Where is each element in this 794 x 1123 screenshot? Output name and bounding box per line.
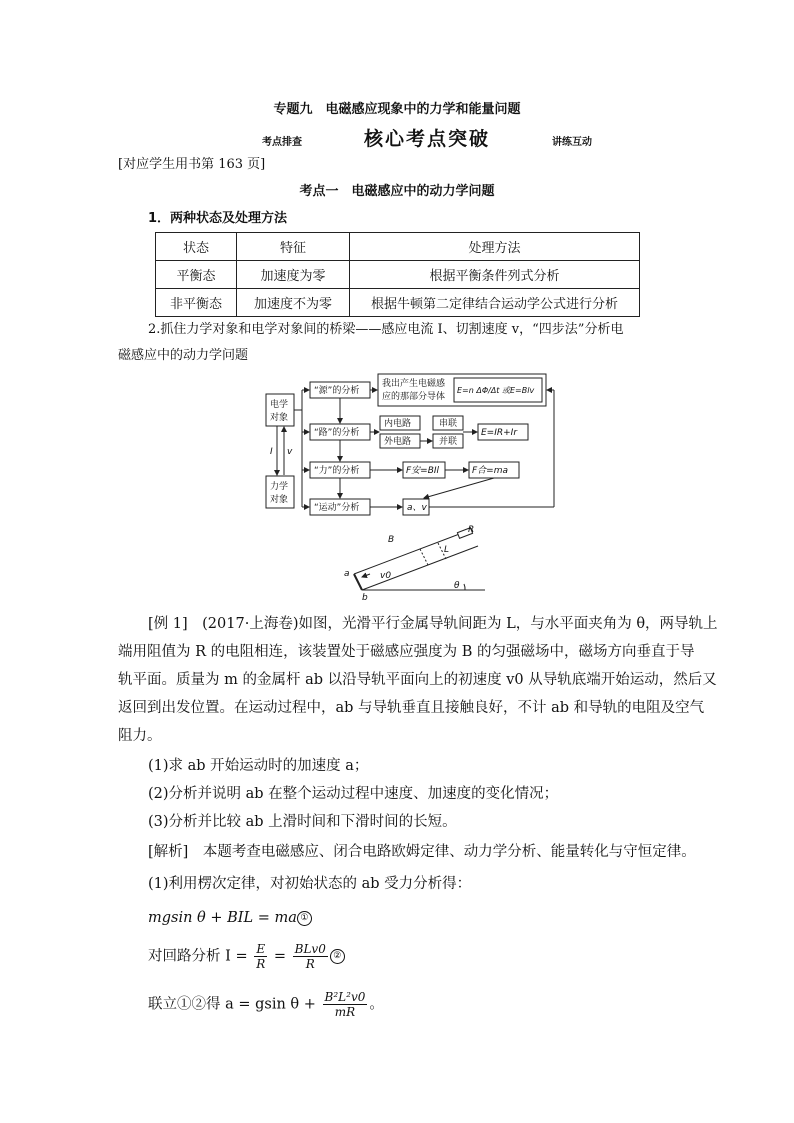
- banner-right-label: 讲练互动: [552, 137, 592, 148]
- fraction-b2l2v0-over-mr: [323, 990, 368, 1019]
- velocity-v0-label: v0: [380, 571, 392, 581]
- question-item: (1)求 ab 开始运动时的加速度 a；: [148, 758, 369, 774]
- table-cell: 加速度不为零: [237, 289, 350, 317]
- field-b-label: B: [388, 535, 395, 545]
- mechanic-object-label: 对象: [270, 495, 289, 505]
- rod-end-a-label: a: [344, 569, 350, 579]
- ohm-law-formula: E=IR+Ir: [481, 428, 518, 438]
- banner-heading: 核心考点突破: [364, 128, 491, 150]
- example-line: 轨平面。质量为 m 的金属杆 ab 以沿导轨平面向上的初速度 v0 从导轨底端开始运动，然后又: [118, 672, 717, 688]
- fraction-numerator: E: [254, 942, 267, 957]
- equation-1: [148, 910, 312, 926]
- spacing-l-label: L: [444, 545, 450, 555]
- table-header-cell: 处理方法: [350, 233, 640, 261]
- example-line: 阻力。: [118, 728, 162, 744]
- link-velocity-label: v: [287, 447, 293, 457]
- equation-1-text: mgsin θ + BIL = ma: [148, 910, 297, 926]
- equation-2: 对回路分析 I = $\frac{E}{R}$ = $\frac{\text{BLv0}}{R}$ ②: [148, 942, 345, 971]
- table-header-row: [156, 233, 640, 261]
- rod-end-b-label: b: [362, 593, 368, 603]
- newton-law-formula: F合=ma: [472, 466, 509, 476]
- emf-formula: E=n ΔΦ/Δt 或E=Blv: [457, 386, 535, 395]
- equation-3-prefix: 联立①②得 a = gsin θ +: [148, 996, 316, 1013]
- source-analysis-label: “源”的分析: [314, 386, 360, 396]
- ampere-force-formula: F安=BIl: [406, 466, 440, 476]
- banner-left-label: 考点排查: [262, 137, 302, 148]
- book-reference: [对应学生用书第 163 页]: [118, 157, 266, 172]
- states-table: [155, 232, 640, 317]
- fraction-e-over-r: [254, 942, 267, 971]
- equation-2-marker: ②: [330, 949, 345, 964]
- section-heading: 考点一 电磁感应中的动力学问题: [299, 184, 495, 199]
- question-item: (2)分析并说明 ab 在整个运动过程中速度、加速度的变化情况；: [148, 786, 559, 802]
- table-header-cell: 特征: [237, 233, 350, 261]
- outer-circuit-label: 外电路: [384, 437, 412, 447]
- resistor-r-label: R: [468, 525, 475, 535]
- fraction-numerator: BLv0: [294, 942, 326, 956]
- question-item: (3)分析并比较 ab 上滑时间和下滑时间的长短。: [148, 814, 457, 830]
- solution-step: (1)利用楞次定律，对初始状态的 ab 受力分析得：: [148, 876, 472, 892]
- inner-circuit-label: 内电路: [384, 419, 412, 429]
- circuit-analysis-label: “路”的分析: [314, 428, 360, 438]
- angle-theta-label: θ: [454, 581, 460, 591]
- equation-1-marker: ①: [297, 911, 312, 926]
- source-note-label: 我出产生电磁感: [382, 379, 446, 389]
- example-line: 端用阻值为 R 的电阻相连，该装置处于磁感应强度为 B 的匀强磁场中，磁场方向垂直于导: [118, 644, 695, 660]
- table-row: [156, 261, 640, 289]
- table-cell: 平衡态: [156, 261, 237, 289]
- part2-line1: 2.抓住力学对象和电学对象间的桥梁——感应电流 I、切割速度 v，“四步法”分析电: [148, 322, 624, 337]
- electric-object-label: 电学: [270, 400, 289, 410]
- electric-object-label: 对象: [270, 413, 289, 423]
- equation-2-prefix: 对回路分析 I =: [148, 948, 248, 965]
- series-label: 串联: [439, 419, 458, 429]
- link-current-label: I: [270, 447, 273, 457]
- table-cell: 根据平衡条件列式分析: [350, 261, 640, 289]
- mechanic-object-label: 力学: [270, 482, 289, 492]
- table-row: [156, 289, 640, 317]
- table-header-cell: 状态: [156, 233, 237, 261]
- table-cell: 非平衡态: [156, 289, 237, 317]
- parallel-label: 并联: [439, 437, 458, 447]
- source-note-label: 应的那部分导体: [382, 392, 446, 402]
- fraction-denominator: R: [256, 957, 266, 971]
- part1-heading: 1．两种状态及处理方法: [148, 211, 288, 226]
- fraction-numerator: B²L²v0: [324, 990, 366, 1004]
- example-line: 返回到出发位置。在运动过程中，ab 与导轨垂直且接触良好，不计 ab 和导轨的电阻及空气: [118, 700, 705, 716]
- equation-3: [148, 990, 384, 1019]
- example-line: [例 1] (2017·上海卷)如图，光滑平行金属导轨间距为 L，与水平面夹角为 θ，两导轨上: [148, 616, 718, 632]
- table-cell: 加速度为零: [237, 261, 350, 289]
- table-cell: 根据牛顿第二定律结合运动学公式进行分析: [350, 289, 640, 317]
- fraction-blv-over-r: [293, 942, 328, 971]
- fraction-denominator: mR: [334, 1005, 356, 1019]
- motion-analysis-label: “运动”分析: [314, 503, 360, 513]
- force-analysis-label: “力”的分析: [314, 466, 360, 476]
- analysis-text: [解析] 本题考查电磁感应、闭合电路欧姆定律、动力学分析、能量转化与守恒定律。: [148, 844, 696, 860]
- four-step-flowchart: [262, 372, 562, 520]
- part2-line2: 磁感应中的动力学问题: [118, 348, 249, 363]
- page-title: 专题九 电磁感应现象中的力学和能量问题: [273, 102, 521, 117]
- incline-rail-figure: [340, 522, 490, 604]
- equation-3-suffix: 。: [369, 996, 384, 1013]
- accel-velocity-label: a、v: [407, 503, 427, 513]
- fraction-denominator: R: [305, 957, 315, 971]
